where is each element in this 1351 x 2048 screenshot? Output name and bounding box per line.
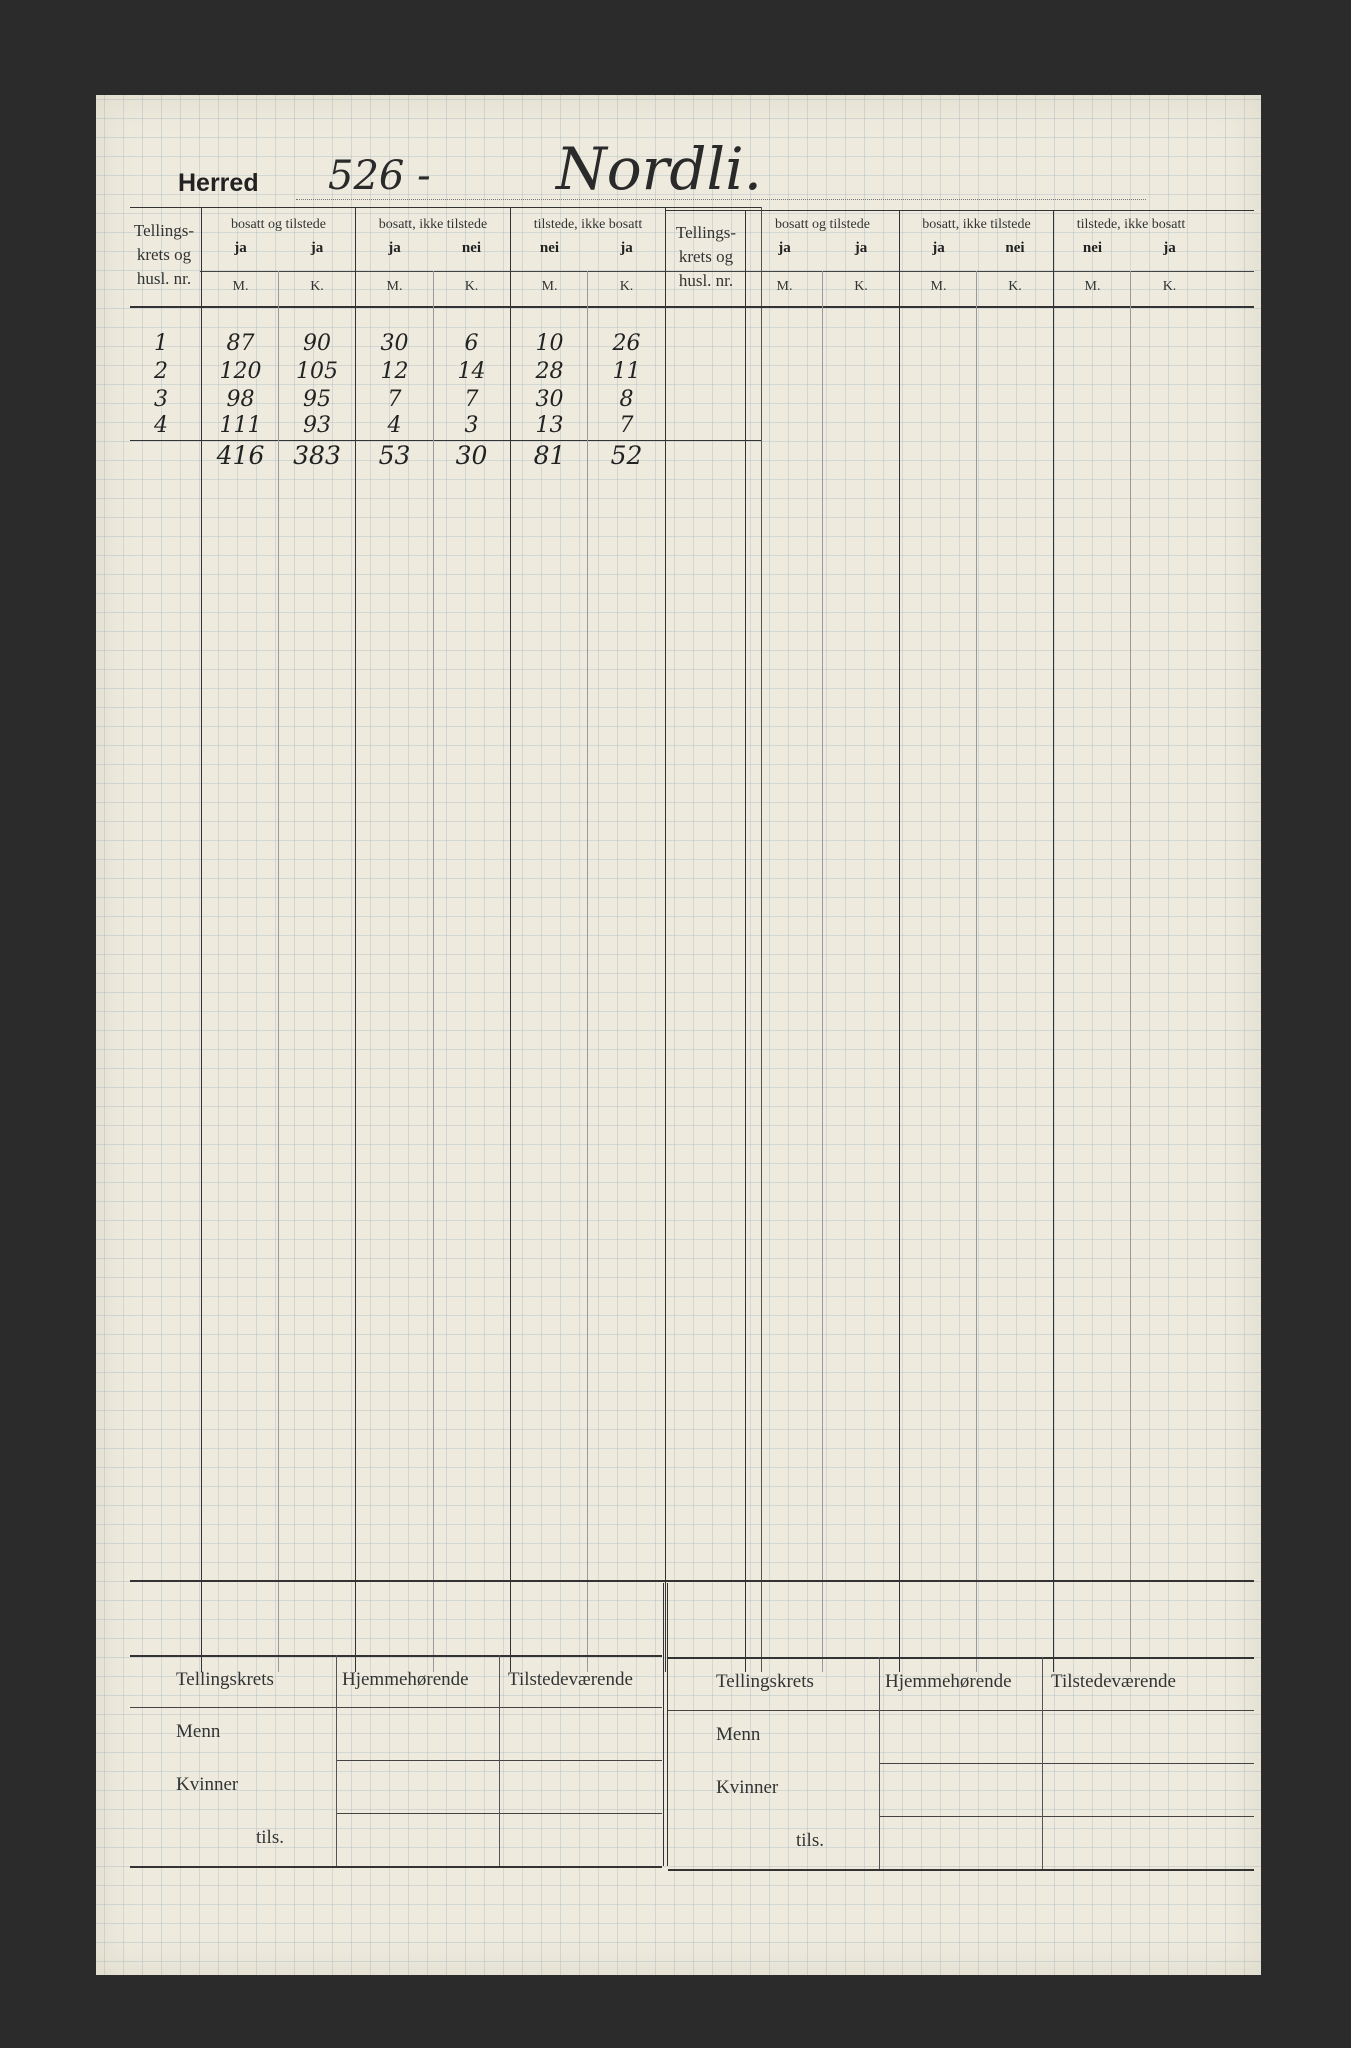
summary-hjemmehorende-right: Hjemmehørende [885, 1671, 1012, 1692]
right-top-rule [666, 210, 1254, 211]
summary-tils-right: tils. [796, 1830, 824, 1851]
cell: 4 [387, 413, 402, 438]
col-m-3: M. [541, 279, 558, 294]
cell: 28 [535, 359, 564, 384]
tellings-header-left [128, 219, 200, 291]
summary-right-bottom [668, 1869, 1254, 1871]
summary-left-top [130, 1655, 662, 1657]
col-k-2-right: K. [1008, 279, 1022, 294]
left-top-rule [130, 207, 762, 208]
left-vline-4 [433, 271, 434, 1672]
group3-sub2-right: ja [1163, 240, 1176, 256]
cell: 90 [303, 331, 331, 356]
total-cell: 30 [455, 441, 488, 470]
group3-sub1: nei [539, 240, 560, 256]
cell: 30 [380, 331, 409, 356]
summary-tils-left: tils. [256, 1827, 284, 1848]
cell: 3 [464, 413, 479, 438]
herred-name: Nordli. [556, 135, 763, 203]
summary-tilstedevaerende-right: Tilstedeværende [1051, 1671, 1176, 1692]
cell: 120 [219, 359, 262, 384]
right-vline-4 [976, 271, 977, 1672]
cell: 11 [612, 359, 641, 384]
group-header-2-right: bosatt, ikke tilstede [922, 217, 1031, 232]
cell: 12 [380, 359, 409, 384]
col-m-1-right: M. [776, 279, 793, 294]
tellings-line-1: Tellings- [675, 223, 737, 242]
cell: 13 [535, 413, 564, 438]
group-header-1-right: bosatt og tilstede [775, 217, 870, 232]
cell: 87 [226, 331, 255, 356]
group-header-2: bosatt, ikke tilstede [378, 217, 488, 232]
summary-left-vline-2 [499, 1655, 500, 1866]
right-vline-5 [1053, 210, 1054, 1672]
tellings-line-2: krets og [136, 245, 192, 264]
tellings-line-1: Tellings- [133, 221, 195, 240]
col-k-2: K. [464, 279, 479, 294]
cell: 14 [457, 359, 486, 384]
summary-right-vline-1 [879, 1657, 880, 1869]
summary-kvinner-left: Kvinner [176, 1774, 239, 1795]
summary-left-vline-1 [336, 1655, 337, 1866]
cell: 7 [619, 413, 634, 438]
group-header-3-right: tilstede, ikke bosatt [1076, 217, 1186, 232]
summary-center-line-2 [667, 1583, 668, 1866]
total-cell: 383 [293, 441, 341, 470]
cell: 111 [219, 413, 262, 438]
right-vline-6 [1130, 271, 1131, 1672]
cell: 6 [464, 331, 479, 356]
group1-sub2-right: ja [854, 240, 868, 256]
left-vline-6 [587, 271, 588, 1672]
group2-sub2: nei [461, 240, 482, 256]
group2-sub1: ja [388, 240, 401, 256]
right-vline-3 [899, 210, 900, 1672]
left-vline-2 [278, 271, 279, 1672]
cell: 30 [535, 387, 564, 412]
total-cell: 52 [610, 441, 643, 470]
tellings-line-2: krets og [678, 247, 734, 266]
summary-hjemmehorende-left: Hjemmehørende [342, 1669, 469, 1690]
summary-center-line-1 [663, 1583, 664, 1866]
group1-sub2: ja [310, 240, 324, 256]
row-nr: 3 [154, 387, 168, 412]
col-m-3-right: M. [1084, 279, 1101, 294]
summary-tilstedevaerende-left: Tilstedeværende [508, 1669, 633, 1690]
tellings-line-3: husl. nr. [136, 269, 192, 288]
cell: 8 [619, 387, 634, 412]
summary-left-rule-1 [130, 1707, 662, 1708]
group1-sub1-right: ja [778, 240, 791, 256]
summary-right-vline-2 [1042, 1657, 1043, 1869]
group2-sub2-right: nei [1005, 240, 1025, 256]
cell: 10 [535, 331, 564, 356]
right-vline-2 [822, 271, 823, 1672]
summary-tellingskrets-right: Tellingskrets [716, 1671, 814, 1692]
right-header-rule [666, 306, 1254, 308]
row-nr: 4 [154, 413, 168, 438]
col-k-1: K. [310, 279, 324, 294]
group-header-3: tilstede, ikke bosatt [533, 217, 643, 232]
summary-left-bottom [130, 1866, 662, 1868]
group1-sub1: ja [234, 240, 247, 256]
summary-right-top [668, 1657, 1254, 1659]
census-form-sheet [96, 95, 1261, 1975]
summary-right-rule-3 [879, 1816, 1254, 1817]
group3-sub1-right: nei [1082, 240, 1103, 256]
herred-underline [296, 199, 1146, 200]
cell: 105 [296, 359, 338, 384]
row-nr: 1 [154, 331, 168, 356]
summary-menn-left: Menn [176, 1721, 221, 1742]
cell: 95 [303, 387, 331, 412]
col-m-2: M. [386, 279, 403, 294]
center-divider [665, 207, 666, 1672]
group2-sub1-right: ja [932, 240, 945, 256]
summary-menn-right: Menn [716, 1724, 761, 1745]
col-m-1: M. [232, 279, 249, 294]
summary-kvinner-right: Kvinner [716, 1777, 779, 1798]
herred-label: Herred [178, 169, 259, 197]
cell: 98 [226, 387, 255, 412]
cell: 93 [303, 413, 331, 438]
group3-sub2: ja [620, 240, 633, 256]
summary-right-rule-2 [879, 1763, 1254, 1764]
summary-right-rule-1 [668, 1710, 1254, 1711]
total-cell: 81 [533, 441, 566, 470]
col-k-3-right: K. [1162, 279, 1177, 294]
tellings-header-right [668, 221, 744, 293]
tellings-line-3: husl. nr. [678, 271, 734, 290]
row-nr: 2 [154, 359, 168, 384]
herred-number: 526 - [328, 153, 431, 199]
col-m-2-right: M. [930, 279, 947, 294]
cell: 7 [464, 387, 479, 412]
right-vline-0 [761, 207, 762, 1672]
cell: 7 [387, 387, 402, 412]
col-k-3: K. [619, 279, 634, 294]
summary-tellingskrets-left: Tellingskrets [176, 1669, 274, 1690]
cell: 26 [612, 331, 641, 356]
main-bottom-rule [130, 1580, 1254, 1582]
group-header-1: bosatt og tilstede [231, 217, 326, 232]
right-vline-1 [745, 210, 746, 1672]
col-k-1-right: K. [854, 279, 868, 294]
total-cell: 416 [216, 441, 265, 470]
total-cell: 53 [378, 441, 411, 470]
